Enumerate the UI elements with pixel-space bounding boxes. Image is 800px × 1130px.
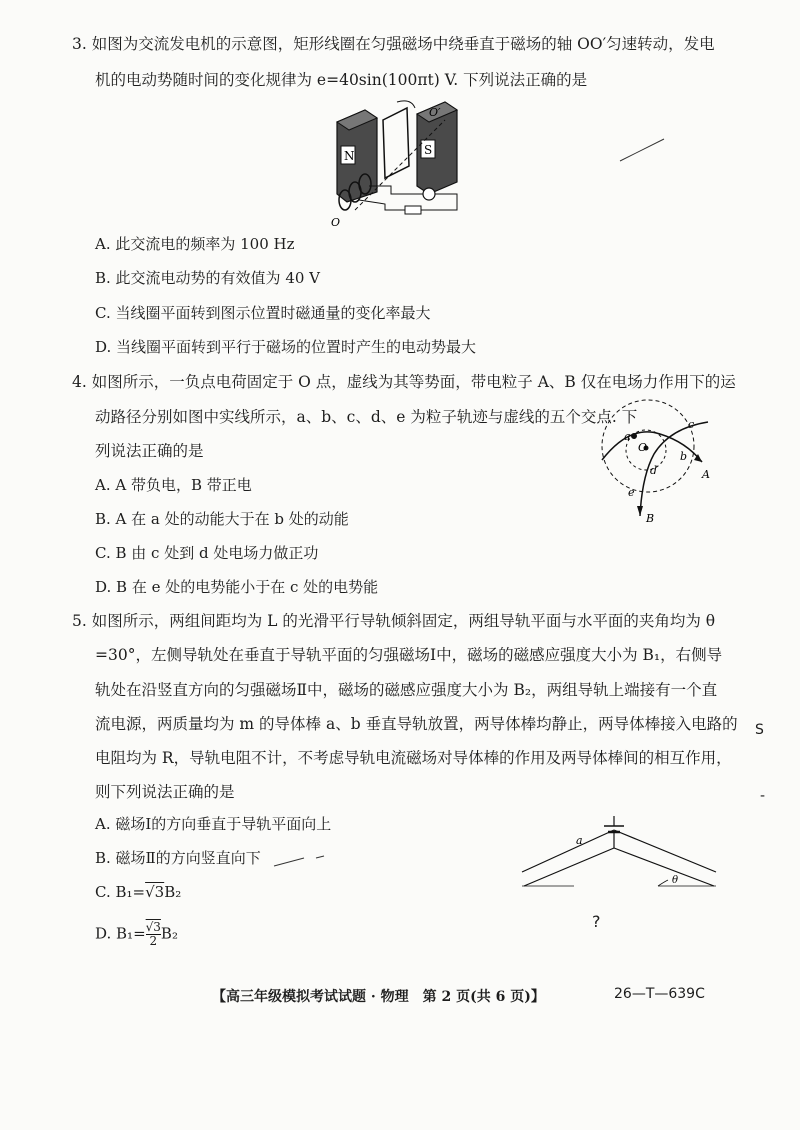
q5-option-d[interactable]: D. B₁= $\frac{√3}{2}$ B₂ — [95, 920, 178, 948]
q4-option-b[interactable]: B. A 在 a 处的动能大于在 b 处的动能 — [95, 510, 349, 528]
label-o: O — [638, 441, 648, 454]
q5-stem-line2: =30°，左侧导轨处在垂直于导轨平面的匀强磁场Ⅰ中，磁场的磁感应强度大小为 B₁，右侧导 — [95, 646, 723, 664]
coil — [383, 108, 409, 178]
q5-option-b[interactable]: B. 磁场Ⅱ的方向竖直向下 — [95, 849, 261, 867]
q4-option-c[interactable]: C. B 由 c 处到 d 处电场力做正功 — [95, 544, 319, 562]
page-footer-code: 26—T—639C — [614, 986, 705, 1002]
margin-mark-s: S — [755, 722, 764, 738]
left-rail-1 — [522, 830, 614, 872]
q3-option-a[interactable]: A. 此交流电的频率为 100 Hz — [95, 235, 295, 253]
label-n: N — [344, 149, 355, 163]
q5-stem-line5: 电阻均为 R，导轨电阻不计，不考虑导轨电流磁场对导体棒的作用及两导体棒间的相互作用， — [95, 749, 732, 767]
label-theta: θ — [672, 875, 679, 886]
q3-stem-line2: 机的电动势随时间的变化规律为 e=40sin(100πt) V. 下列说法正确的是 — [95, 71, 588, 89]
margin-mark-q: ? — [592, 912, 601, 931]
q3-number: 3. — [72, 35, 87, 53]
q3-option-c[interactable]: C. 当线圈平面转到图示位置时磁通量的变化率最大 — [95, 304, 431, 322]
q4-stem-line3: 列说法正确的是 — [95, 442, 204, 460]
label-a: a — [624, 430, 631, 443]
right-rail-2 — [614, 848, 714, 886]
pen-mark-2 — [270, 848, 330, 872]
q5-number: 5. — [72, 612, 87, 630]
label-c: c — [688, 418, 695, 431]
q5-stem-line3: 轨处在沿竖直方向的匀强磁场Ⅱ中，磁场的磁感应强度大小为 B₂，两组导轨上端接有一个直 — [95, 681, 718, 699]
q3-stem-line1 — [72, 34, 715, 54]
q4-option-d[interactable]: D. B 在 e 处的电势能小于在 c 处的电势能 — [95, 578, 379, 596]
q4-stem-line2: 动路径分别如图中实线所示，a、b、c、d、e 为粒子轨迹与虚线的五个交点. 下 — [95, 408, 638, 426]
q5-option-a[interactable]: A. 磁场Ⅰ的方向垂直于导轨平面向上 — [95, 815, 332, 833]
q5-stem-text1: 如图所示，两组间距均为 L 的光滑平行导轨倾斜固定，两组导轨平面与水平面的夹角均为 θ — [91, 612, 716, 630]
left-rail-2 — [524, 848, 614, 886]
resistor — [405, 206, 421, 214]
label-s: S — [424, 143, 433, 157]
label-o-prime: O′ — [429, 106, 441, 119]
label-d: d — [650, 464, 658, 477]
margin-mark-dash: - — [760, 788, 766, 804]
pen-mark — [618, 135, 668, 165]
label-e: e — [628, 486, 635, 499]
right-rail-1 — [614, 830, 716, 872]
meter — [423, 188, 435, 200]
label-o: O — [331, 216, 341, 229]
q4-stem-text1: 如图所示，一负点电荷固定于 O 点，虚线为其等势面，带电粒子 A、B 仅在电场力作用下的运 — [91, 373, 736, 391]
q3-generator-figure — [325, 100, 465, 230]
q4-number: 4. — [72, 373, 87, 391]
q5-option-c[interactable]: C. B₁=√3B₂ — [95, 883, 182, 901]
q4-field-figure — [590, 398, 720, 526]
q5-stem-line1 — [72, 611, 715, 631]
label-A: A — [702, 468, 710, 481]
q3-option-b[interactable]: B. 此交流电动势的有效值为 40 V — [95, 269, 321, 287]
q4-stem-line1 — [72, 372, 736, 392]
q4-option-a[interactable]: A. A 带负电，B 带正电 — [95, 476, 252, 494]
q5-stem-line6: 则下列说法正确的是 — [95, 783, 235, 801]
label-B: B — [646, 512, 655, 525]
q3-option-d[interactable]: D. 当线圈平面转到平行于磁场的位置时产生的电动势最大 — [95, 338, 477, 356]
page-footer-title: 【高三年级模拟考试试题 · 物理 第 2 页(共 6 页)】 — [212, 989, 545, 1005]
label-b: b — [680, 450, 688, 463]
label-a: a — [576, 834, 583, 847]
q5-stem-line4: 流电源，两质量均为 m 的导体棒 a、b 垂直导轨放置，两导体棒均静止，两导体棒接入电路的 — [95, 715, 738, 733]
q5-rail-figure — [518, 812, 728, 892]
q3-stem-text1: 如图为交流发电机的示意图，矩形线圈在匀强磁场中绕垂直于磁场的轴 OO′匀速转动，发电 — [91, 35, 715, 53]
